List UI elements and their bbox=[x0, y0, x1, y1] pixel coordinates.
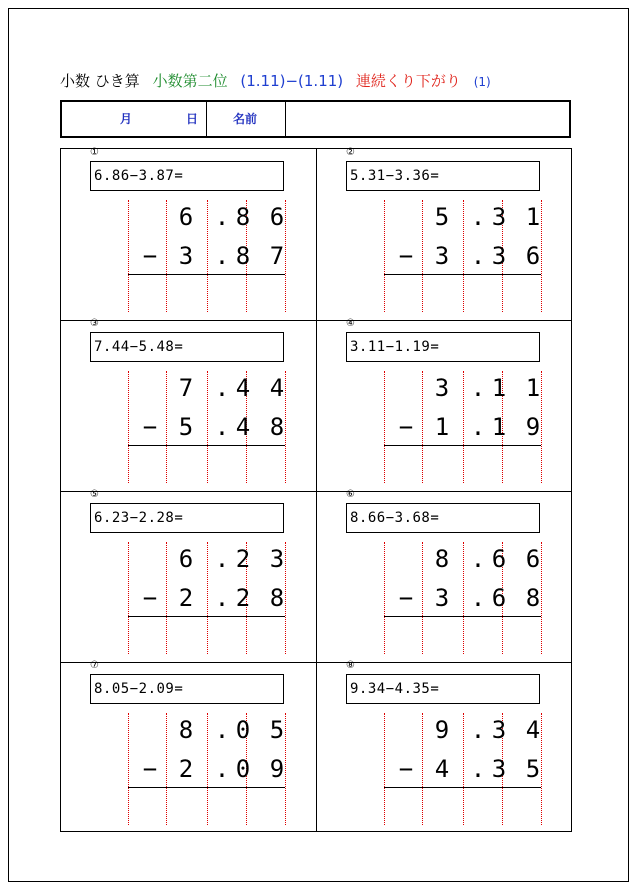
subtrahend-digit: . bbox=[470, 413, 486, 441]
minuend-digit: 3 bbox=[491, 716, 507, 744]
problem-expression: 6.23−2.28= bbox=[90, 503, 284, 533]
minuend-digit: 6 bbox=[269, 203, 285, 231]
problem-expression: 8.05−2.09= bbox=[90, 674, 284, 704]
minuend-digit: . bbox=[470, 716, 486, 744]
answer-line bbox=[128, 616, 285, 617]
column-guide-line bbox=[422, 542, 423, 654]
minuend-digit: . bbox=[470, 203, 486, 231]
problem-expression: 5.31−3.36= bbox=[346, 161, 540, 191]
subtrahend-digit: 3 bbox=[178, 242, 194, 270]
minuend-digit: 6 bbox=[491, 545, 507, 573]
answer-line bbox=[128, 274, 285, 275]
answer-line bbox=[128, 445, 285, 446]
minus-sign: − bbox=[142, 584, 158, 612]
problem-cell bbox=[60, 661, 316, 832]
problem-number: ⑥ bbox=[346, 489, 355, 500]
column-guide-line bbox=[166, 542, 167, 654]
column-guide-line bbox=[422, 200, 423, 312]
subtrahend-digit: 8 bbox=[525, 584, 541, 612]
problem-number: ② bbox=[346, 147, 355, 158]
subtrahend-digit: 6 bbox=[525, 242, 541, 270]
name-separator bbox=[206, 102, 207, 136]
problem-number: ⑧ bbox=[346, 660, 355, 671]
problem-expression: 6.86−3.87= bbox=[90, 161, 284, 191]
subtrahend-digit: 7 bbox=[269, 242, 285, 270]
column-guide-line bbox=[384, 713, 385, 825]
column-guide-line bbox=[128, 200, 129, 312]
subtrahend-digit: . bbox=[470, 584, 486, 612]
answer-line bbox=[384, 787, 541, 788]
minuend-digit: 8 bbox=[178, 716, 194, 744]
problem-expression: 8.66−3.68= bbox=[346, 503, 540, 533]
name-field-separator bbox=[285, 102, 286, 136]
answer-line bbox=[384, 445, 541, 446]
column-guide-line bbox=[128, 713, 129, 825]
subtrahend-digit: 8 bbox=[269, 584, 285, 612]
minus-sign: − bbox=[398, 242, 414, 270]
minuend-digit: 5 bbox=[269, 716, 285, 744]
minus-sign: − bbox=[142, 242, 158, 270]
subtrahend-digit: . bbox=[214, 413, 230, 441]
problem-cell bbox=[316, 148, 572, 319]
subtrahend-digit: 8 bbox=[235, 242, 251, 270]
problem-expression: 9.34−4.35= bbox=[346, 674, 540, 704]
title-subject: 小数 ひき算 bbox=[60, 72, 140, 90]
column-guide-line bbox=[166, 200, 167, 312]
subtrahend-digit: 1 bbox=[434, 413, 450, 441]
subtrahend-digit: . bbox=[470, 242, 486, 270]
problem-number: ③ bbox=[90, 318, 99, 329]
minuend-digit: 4 bbox=[269, 374, 285, 402]
worksheet-title bbox=[60, 70, 580, 96]
minus-sign: − bbox=[398, 755, 414, 783]
problem-number: ① bbox=[90, 147, 99, 158]
column-guide-line bbox=[166, 713, 167, 825]
minuend-digit: . bbox=[214, 716, 230, 744]
minuend-digit: 6 bbox=[178, 203, 194, 231]
minuend-digit: 4 bbox=[525, 716, 541, 744]
subtrahend-digit: 3 bbox=[491, 242, 507, 270]
problem-number: ④ bbox=[346, 318, 355, 329]
subtrahend-digit: 1 bbox=[491, 413, 507, 441]
column-guide-line bbox=[128, 542, 129, 654]
minuend-digit: 1 bbox=[525, 374, 541, 402]
minuend-digit: 6 bbox=[178, 545, 194, 573]
minus-sign: − bbox=[398, 584, 414, 612]
minuend-digit: 3 bbox=[269, 545, 285, 573]
minuend-digit: 2 bbox=[235, 545, 251, 573]
column-guide-line bbox=[422, 713, 423, 825]
subtrahend-digit: 5 bbox=[178, 413, 194, 441]
subtrahend-digit: . bbox=[214, 242, 230, 270]
minuend-digit: 8 bbox=[235, 203, 251, 231]
minuend-digit: 8 bbox=[434, 545, 450, 573]
minus-sign: − bbox=[142, 413, 158, 441]
column-guide-line bbox=[166, 371, 167, 483]
problem-cell bbox=[60, 490, 316, 661]
minuend-digit: 3 bbox=[491, 203, 507, 231]
problem-cell bbox=[316, 490, 572, 661]
minuend-digit: . bbox=[214, 374, 230, 402]
minus-sign: − bbox=[398, 413, 414, 441]
title-format: (1.11)−(1.11) bbox=[240, 72, 344, 90]
column-guide-line bbox=[422, 371, 423, 483]
problem-number: ⑦ bbox=[90, 660, 99, 671]
minuend-digit: 3 bbox=[434, 374, 450, 402]
minuend-digit: 9 bbox=[434, 716, 450, 744]
name-label: 名前 bbox=[233, 112, 258, 126]
subtrahend-digit: . bbox=[470, 755, 486, 783]
column-guide-line bbox=[384, 542, 385, 654]
answer-line bbox=[384, 274, 541, 275]
subtrahend-digit: 4 bbox=[235, 413, 251, 441]
subtrahend-digit: 2 bbox=[178, 584, 194, 612]
minuend-digit: . bbox=[470, 374, 486, 402]
title-type: 連続くり下がり bbox=[355, 72, 461, 90]
minuend-digit: . bbox=[214, 545, 230, 573]
subtrahend-digit: . bbox=[214, 584, 230, 612]
subtrahend-digit: 4 bbox=[434, 755, 450, 783]
problem-cell bbox=[316, 319, 572, 490]
minuend-digit: . bbox=[214, 203, 230, 231]
month-label: 月 bbox=[120, 112, 133, 126]
minuend-digit: 6 bbox=[525, 545, 541, 573]
minuend-digit: 0 bbox=[235, 716, 251, 744]
minuend-digit: 1 bbox=[525, 203, 541, 231]
column-guide-line bbox=[384, 371, 385, 483]
minuend-digit: 7 bbox=[178, 374, 194, 402]
subtrahend-digit: 0 bbox=[235, 755, 251, 783]
subtrahend-digit: 9 bbox=[269, 755, 285, 783]
subtrahend-digit: 2 bbox=[235, 584, 251, 612]
column-guide-line bbox=[384, 200, 385, 312]
problem-number: ⑤ bbox=[90, 489, 99, 500]
subtrahend-digit: 9 bbox=[525, 413, 541, 441]
problem-cell bbox=[60, 148, 316, 319]
subtrahend-digit: 2 bbox=[178, 755, 194, 783]
minuend-digit: 4 bbox=[235, 374, 251, 402]
subtrahend-digit: 3 bbox=[434, 584, 450, 612]
answer-line bbox=[128, 787, 285, 788]
title-sheet-number: (1) bbox=[473, 75, 491, 89]
answer-line bbox=[384, 616, 541, 617]
minuend-digit: 1 bbox=[491, 374, 507, 402]
column-guide-line bbox=[128, 371, 129, 483]
subtrahend-digit: . bbox=[214, 755, 230, 783]
subtrahend-digit: 3 bbox=[434, 242, 450, 270]
problem-expression: 3.11−1.19= bbox=[346, 332, 540, 362]
title-topic: 小数第二位 bbox=[152, 72, 228, 90]
problem-cell bbox=[316, 661, 572, 832]
minuend-digit: . bbox=[470, 545, 486, 573]
day-label: 日 bbox=[186, 112, 199, 126]
minus-sign: − bbox=[142, 755, 158, 783]
subtrahend-digit: 8 bbox=[269, 413, 285, 441]
subtrahend-digit: 6 bbox=[491, 584, 507, 612]
problem-cell bbox=[60, 319, 316, 490]
subtrahend-digit: 5 bbox=[525, 755, 541, 783]
subtrahend-digit: 3 bbox=[491, 755, 507, 783]
minuend-digit: 5 bbox=[434, 203, 450, 231]
name-date-box bbox=[60, 100, 571, 138]
problem-expression: 7.44−5.48= bbox=[90, 332, 284, 362]
